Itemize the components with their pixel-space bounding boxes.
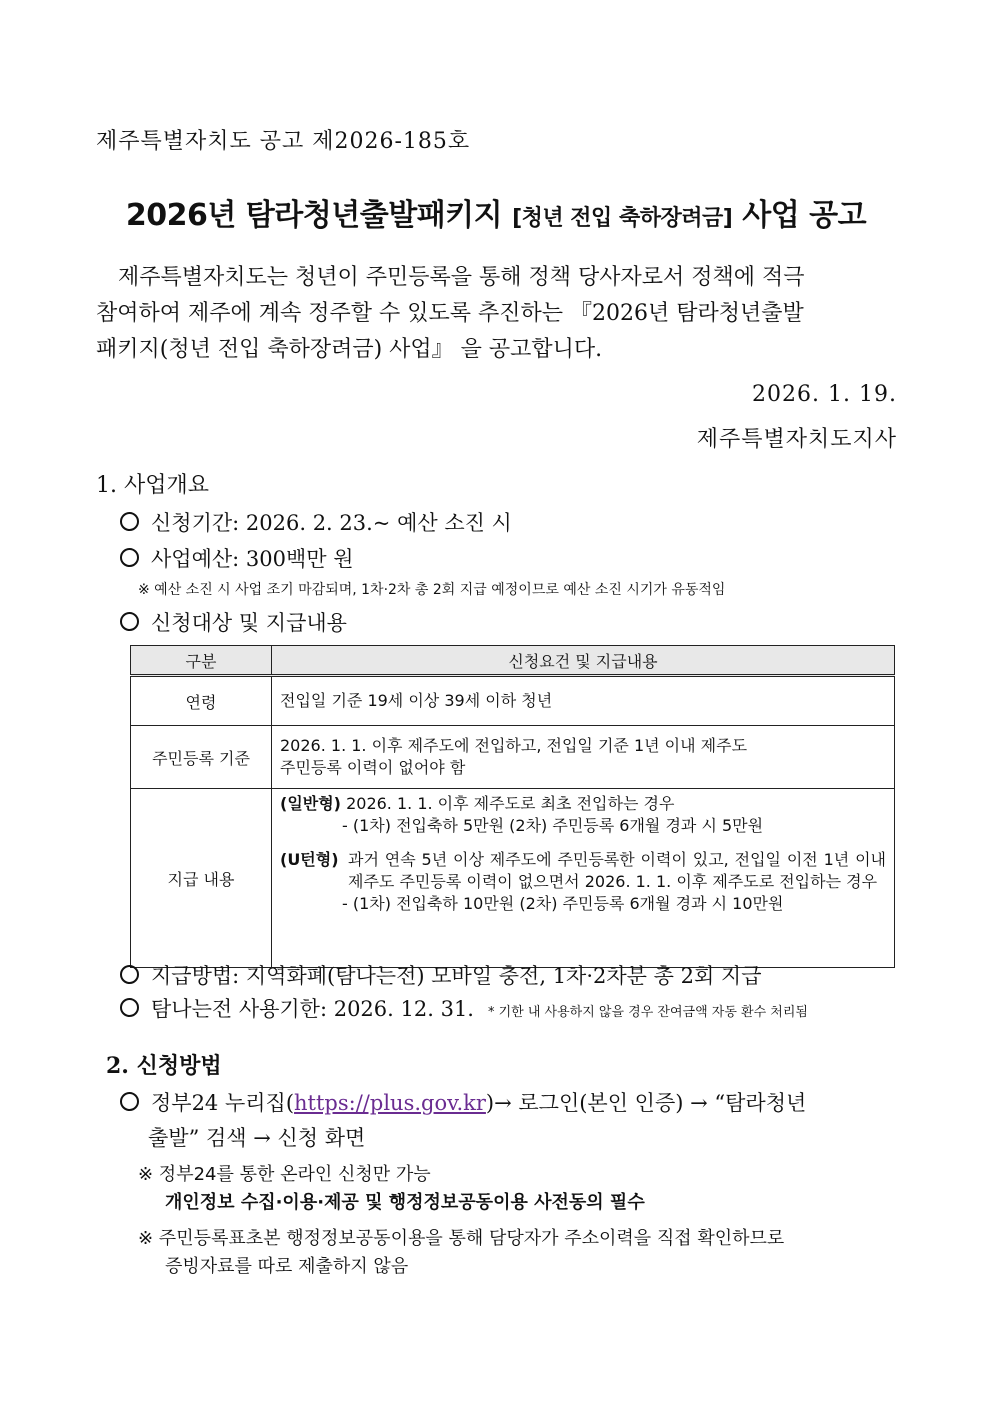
note1-line-1: ※ 정부24를 통한 온라인 신청만 가능 bbox=[138, 1164, 431, 1185]
general-type-detail: - (1차) 전입축하 5만원 (2차) 주민등록 6개월 경과 시 5만원 bbox=[342, 816, 764, 835]
note2-line-2: 증빙자료를 따로 제출하지 않음 bbox=[165, 1256, 409, 1277]
circle-bullet-icon bbox=[120, 998, 139, 1017]
target-text: 신청대상 및 지급내용 bbox=[151, 611, 347, 635]
residence-line-1: 2026. 1. 1. 이후 제주도에 전입하고, 전입일 기준 1년 이내 제주도 bbox=[280, 736, 748, 755]
expiry-text: 탐나는전 사용기한: 2026. 12. 31. bbox=[151, 997, 474, 1021]
payment-content bbox=[272, 789, 895, 968]
step-post: )→ 로그인(본인 인증) → “탐라청년 bbox=[485, 1091, 807, 1115]
bullet-budget bbox=[120, 543, 354, 573]
apply-step-line-2: 출발” 검색 → 신청 화면 bbox=[148, 1126, 366, 1150]
table-row bbox=[131, 676, 895, 726]
intro-line-2: 참여하여 제주에 계속 정주할 수 있도록 추진하는 『2026년 탐라청년출발 bbox=[96, 301, 804, 326]
header-category: 구분 bbox=[131, 646, 272, 676]
residence-line-2: 주민등록 이력이 없어야 함 bbox=[280, 758, 466, 777]
intro-line-3: 패키지(청년 전입 축하장려금) 사업』 을 공고합니다. bbox=[96, 337, 603, 362]
expiry-note: * 기한 내 사용하지 않을 경우 잔여금액 자동 환수 처리됨 bbox=[487, 1005, 808, 1020]
budget-text: 사업예산: 300백만 원 bbox=[151, 547, 354, 571]
gov24-link[interactable]: https://plus.gov.kr bbox=[294, 1091, 486, 1115]
issuer: 제주특별자치도지사 bbox=[696, 427, 897, 452]
note1-line-2: 개인정보 수집·이용·제공 및 행정정보공동이용 사전동의 필수 bbox=[165, 1192, 645, 1213]
notice-date: 2026. 1. 19. bbox=[752, 382, 897, 407]
uturn-type bbox=[280, 849, 886, 893]
budget-note: ※ 예산 소진 시 사업 조기 마감되며, 1차·2차 총 2회 지급 예정이므로 예산 소진 시기가 유동적임 bbox=[138, 582, 726, 598]
table-header-row bbox=[131, 646, 895, 676]
step-pre: 정부24 누리집( bbox=[151, 1091, 295, 1115]
method-text: 지급방법: 지역화폐(탐나는전) 모바일 충전, 1차·2차분 총 2회 지급 bbox=[151, 964, 762, 988]
uturn-type-text: 과거 연속 5년 이상 제주도에 주민등록한 이력이 있고, 전입일 이전 1년 이내 제주도 주민등록 이력이 없으면서 2026. 1. 1. 이후 제주도로 전입하는 경우 bbox=[348, 850, 886, 891]
residence-text bbox=[272, 726, 895, 789]
notice-number: 제주특별자치도 공고 제2026-185호 bbox=[96, 129, 471, 154]
payment-label: 지급 내용 bbox=[131, 789, 272, 968]
circle-bullet-icon bbox=[120, 1092, 139, 1111]
table-row bbox=[131, 726, 895, 789]
uturn-type-label: (U턴형) bbox=[280, 850, 339, 869]
title-main-a: 2026년 탐라청년출발패키지 bbox=[125, 198, 513, 233]
circle-bullet-icon bbox=[120, 548, 139, 567]
requirements-table bbox=[130, 645, 895, 968]
note2-line-1: ※ 주민등록표초본 행정정보공동이용을 통해 담당자가 주소이력을 직접 확인하므로 bbox=[138, 1228, 785, 1249]
section2-heading: 2. 신청방법 bbox=[106, 1053, 222, 1079]
circle-bullet-icon bbox=[120, 512, 139, 531]
bullet-period bbox=[120, 507, 512, 537]
bullet-method bbox=[120, 960, 761, 990]
residence-label: 주민등록 기준 bbox=[131, 726, 272, 789]
circle-bullet-icon bbox=[120, 965, 139, 984]
general-type-text: 2026. 1. 1. 이후 제주도로 최초 전입하는 경우 bbox=[341, 794, 675, 813]
table-row bbox=[131, 789, 895, 968]
period-text: 신청기간: 2026. 2. 23.~ 예산 소진 시 bbox=[151, 511, 512, 535]
header-requirements: 신청요건 및 지급내용 bbox=[272, 646, 895, 676]
section1-heading: 1. 사업개요 bbox=[96, 473, 209, 498]
intro-line-1: 제주특별자치도는 청년이 주민등록을 통해 정책 당사자로서 정책에 적극 bbox=[118, 265, 805, 290]
bullet-expiry bbox=[120, 993, 808, 1023]
uturn-type-detail: - (1차) 전입축하 10만원 (2차) 주민등록 6개월 경과 시 10만원 bbox=[342, 894, 784, 913]
age-text: 전입일 기준 19세 이상 39세 이하 청년 bbox=[272, 676, 895, 726]
title-main-b: 사업 공고 bbox=[732, 198, 867, 233]
intro-paragraph bbox=[96, 260, 898, 368]
age-label: 연령 bbox=[131, 676, 272, 726]
bullet-target bbox=[120, 607, 347, 637]
general-type-label: (일반형) bbox=[280, 794, 341, 813]
document-title bbox=[0, 190, 992, 234]
bullet-apply-step bbox=[120, 1087, 806, 1117]
title-subtitle: [청년 전입 축하장려금] bbox=[512, 206, 733, 231]
circle-bullet-icon bbox=[120, 612, 139, 631]
